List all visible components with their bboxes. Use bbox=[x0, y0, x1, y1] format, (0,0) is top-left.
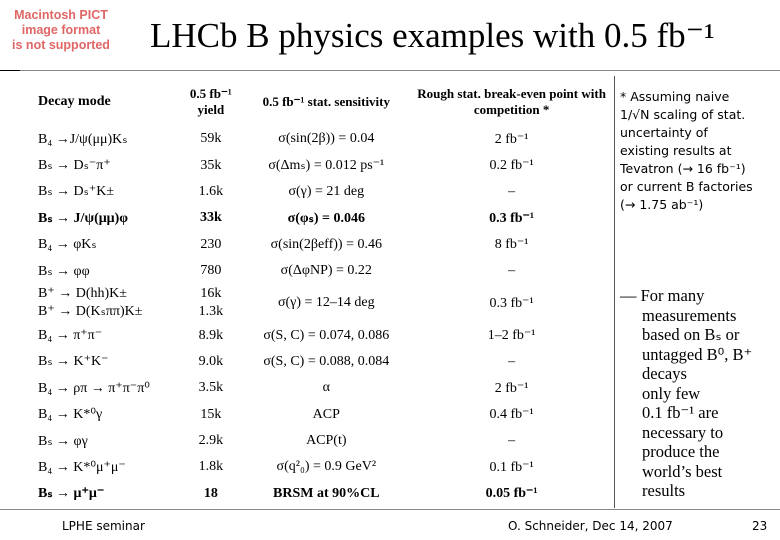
break-even-cell: – bbox=[508, 263, 516, 279]
note-line: 1/√N scaling of stat. bbox=[620, 107, 746, 122]
yield-cell: 9.0k bbox=[198, 353, 224, 369]
unsupported-image-placeholder bbox=[0, 8, 122, 68]
recap-line: untagged B⁰, B⁺ bbox=[642, 344, 753, 364]
break-even-cell: 0.1 fb⁻¹ bbox=[489, 459, 534, 475]
footer-author-date: O. Schneider, Dec 14, 2007 bbox=[508, 519, 673, 533]
yield-cell: 18 bbox=[203, 485, 218, 501]
yield-cell: 16k 1.3k bbox=[198, 286, 224, 320]
break-even-cell: 1–2 fb⁻¹ bbox=[487, 328, 536, 344]
table-header-row bbox=[30, 78, 614, 126]
table-row bbox=[30, 481, 614, 507]
table-row bbox=[30, 126, 614, 152]
decay-mode-cell: B₄ → φKₛ bbox=[38, 237, 97, 253]
yield-cell: 230 bbox=[200, 236, 222, 252]
recap-line: results bbox=[642, 481, 686, 500]
sensitivity-cell: σ(q²₀) = 0.9 GeV² bbox=[276, 459, 377, 475]
header-sensitivity: 0.5 fb⁻¹ stat. sensitivity bbox=[262, 94, 390, 109]
yield-cell: 59k bbox=[200, 131, 222, 147]
placeholder-line-3: is not supported bbox=[12, 38, 110, 52]
footer-divider bbox=[0, 509, 780, 510]
note-line: existing results at bbox=[620, 143, 732, 158]
recap-line: measurements bbox=[642, 305, 737, 325]
yield-cell: 1.6k bbox=[198, 183, 224, 199]
table-row bbox=[30, 349, 614, 375]
yield-cell: 2.9k bbox=[198, 433, 224, 449]
recap-line: world’s best bbox=[642, 461, 723, 481]
footer-seminar: LPHE seminar bbox=[62, 519, 145, 533]
sensitivity-cell: BRSM at 90%CL bbox=[273, 485, 380, 501]
table-row bbox=[30, 454, 614, 480]
table-row bbox=[30, 179, 614, 205]
sensitivity-cell: σ(γ) = 21 deg bbox=[288, 183, 365, 199]
page-number: 23 bbox=[752, 519, 768, 533]
sensitivity-cell: σ(sin(2βeff)) = 0.46 bbox=[270, 236, 382, 252]
sensitivity-cell: σ(φₛ) = 0.046 bbox=[287, 210, 365, 226]
yield-cell: 8.9k bbox=[198, 327, 224, 343]
break-even-cell: – bbox=[508, 183, 516, 199]
table-row bbox=[30, 375, 614, 401]
decay-mode-cell: B₄ → K*⁰μ⁺μ⁻ bbox=[38, 459, 126, 475]
note-line: Tevatron (→ 16 fb⁻¹) bbox=[620, 161, 746, 176]
break-even-cell: – bbox=[508, 433, 516, 449]
decay-mode-cell: Bₛ → Dₛ⁻π⁺ bbox=[38, 158, 111, 174]
table-row bbox=[30, 258, 614, 284]
placeholder-line-2: image format bbox=[21, 23, 101, 37]
decay-mode-cell: Bₛ → φφ bbox=[38, 263, 90, 279]
recap-line: produce the bbox=[642, 442, 720, 461]
sensitivity-cell: α bbox=[322, 380, 330, 396]
table-row bbox=[30, 152, 614, 178]
decay-mode-cell: B₄ → ρπ → π⁺π⁻π⁰ bbox=[38, 380, 150, 396]
table-body bbox=[30, 126, 614, 507]
sensitivity-cell: σ(ΔφNP) = 0.22 bbox=[280, 263, 372, 279]
decay-mode-cell: Bₛ → φγ bbox=[38, 433, 88, 449]
table-row bbox=[30, 402, 614, 428]
break-even-cell: 0.2 fb⁻¹ bbox=[489, 158, 534, 174]
decay-mode-cell: Bₛ → J/ψ(μμ)φ bbox=[38, 210, 129, 226]
yield-cell: 35k bbox=[200, 157, 222, 173]
header-decay-mode: Decay mode bbox=[38, 94, 111, 109]
note-line: or current B factories bbox=[620, 179, 753, 194]
break-even-cell: 0.3 fb⁻¹ bbox=[489, 210, 535, 226]
yield-cell: 1.8k bbox=[198, 459, 224, 475]
sensitivity-cell: σ(S, C) = 0.074, 0.086 bbox=[263, 327, 390, 343]
note-line: uncertainty of bbox=[620, 125, 708, 140]
decay-mode-cell: B₄ →J/ψ(μμ)Kₛ bbox=[38, 131, 128, 147]
table-row bbox=[30, 322, 614, 348]
break-even-cell: 0.4 fb⁻¹ bbox=[489, 407, 534, 423]
break-even-cell: 2 fb⁻¹ bbox=[494, 380, 529, 396]
decay-mode-cell: B₄ → π⁺π⁻ bbox=[38, 328, 103, 344]
table-row bbox=[30, 232, 614, 258]
decay-mode-cell: Bₛ → K⁺K⁻ bbox=[38, 354, 109, 370]
left-tick-mark bbox=[0, 70, 20, 71]
table-row bbox=[30, 428, 614, 454]
header-yield: 0.5 fb⁻¹ yield bbox=[189, 86, 232, 117]
decay-mode-cell: B₄ → K*⁰γ bbox=[38, 407, 103, 423]
slide-title: LHCb B physics examples with 0.5 fb⁻¹ bbox=[150, 16, 715, 55]
yield-cell: 3.5k bbox=[198, 380, 224, 396]
header-break-even: Rough stat. break-even point with competition * bbox=[417, 86, 606, 117]
table-row bbox=[30, 205, 614, 231]
break-even-cell: 2 fb⁻¹ bbox=[494, 131, 529, 147]
note-line: * Assuming naive bbox=[620, 89, 730, 104]
recap-line: based on Bₛ or bbox=[642, 325, 740, 344]
recap-line: necessary to bbox=[642, 422, 724, 442]
break-even-cell: 8 fb⁻¹ bbox=[494, 237, 529, 253]
sensitivity-cell: σ(sin(2β)) = 0.04 bbox=[278, 131, 375, 147]
table-row bbox=[30, 284, 614, 322]
sensitivity-cell: σ(Δmₛ) = 0.012 ps⁻¹ bbox=[268, 158, 385, 174]
yield-cell: 33k bbox=[199, 210, 222, 226]
sensitivity-cell: ACP bbox=[312, 406, 340, 422]
break-even-cell: 0.05 fb⁻¹ bbox=[485, 486, 538, 502]
recap-line: — For many bbox=[620, 286, 705, 305]
recap-line: only few bbox=[642, 383, 701, 403]
column-separator bbox=[614, 76, 615, 508]
decay-mode-cell: Bₛ → μ⁺μ⁻ bbox=[38, 486, 105, 502]
yield-cell: 780 bbox=[200, 263, 222, 279]
note-line: (→ 1.75 ab⁻¹) bbox=[620, 197, 704, 212]
recap-line: decays bbox=[642, 364, 687, 383]
placeholder-line-1: Macintosh PICT bbox=[14, 8, 108, 22]
physics-table bbox=[30, 78, 614, 507]
break-even-cell: – bbox=[508, 353, 516, 369]
sensitivity-cell: σ(γ) = 12–14 deg bbox=[277, 295, 375, 311]
decay-mode-cell: Bₛ → Dₛ⁺K± bbox=[38, 184, 115, 200]
break-even-cell: 0.3 fb⁻¹ bbox=[489, 295, 534, 311]
title-divider bbox=[0, 70, 780, 71]
yield-cell: 15k bbox=[200, 406, 222, 422]
decay-mode-cell: B⁺ → D(hh)K± B⁺ → D(Kₛππ)K± bbox=[38, 286, 143, 320]
sensitivity-cell: ACP(t) bbox=[306, 433, 347, 449]
sensitivity-cell: σ(S, C) = 0.088, 0.084 bbox=[263, 353, 390, 369]
summary-bullet bbox=[620, 286, 780, 501]
recap-line: 0.1 fb⁻¹ are bbox=[642, 403, 719, 422]
assumption-note bbox=[620, 88, 780, 214]
